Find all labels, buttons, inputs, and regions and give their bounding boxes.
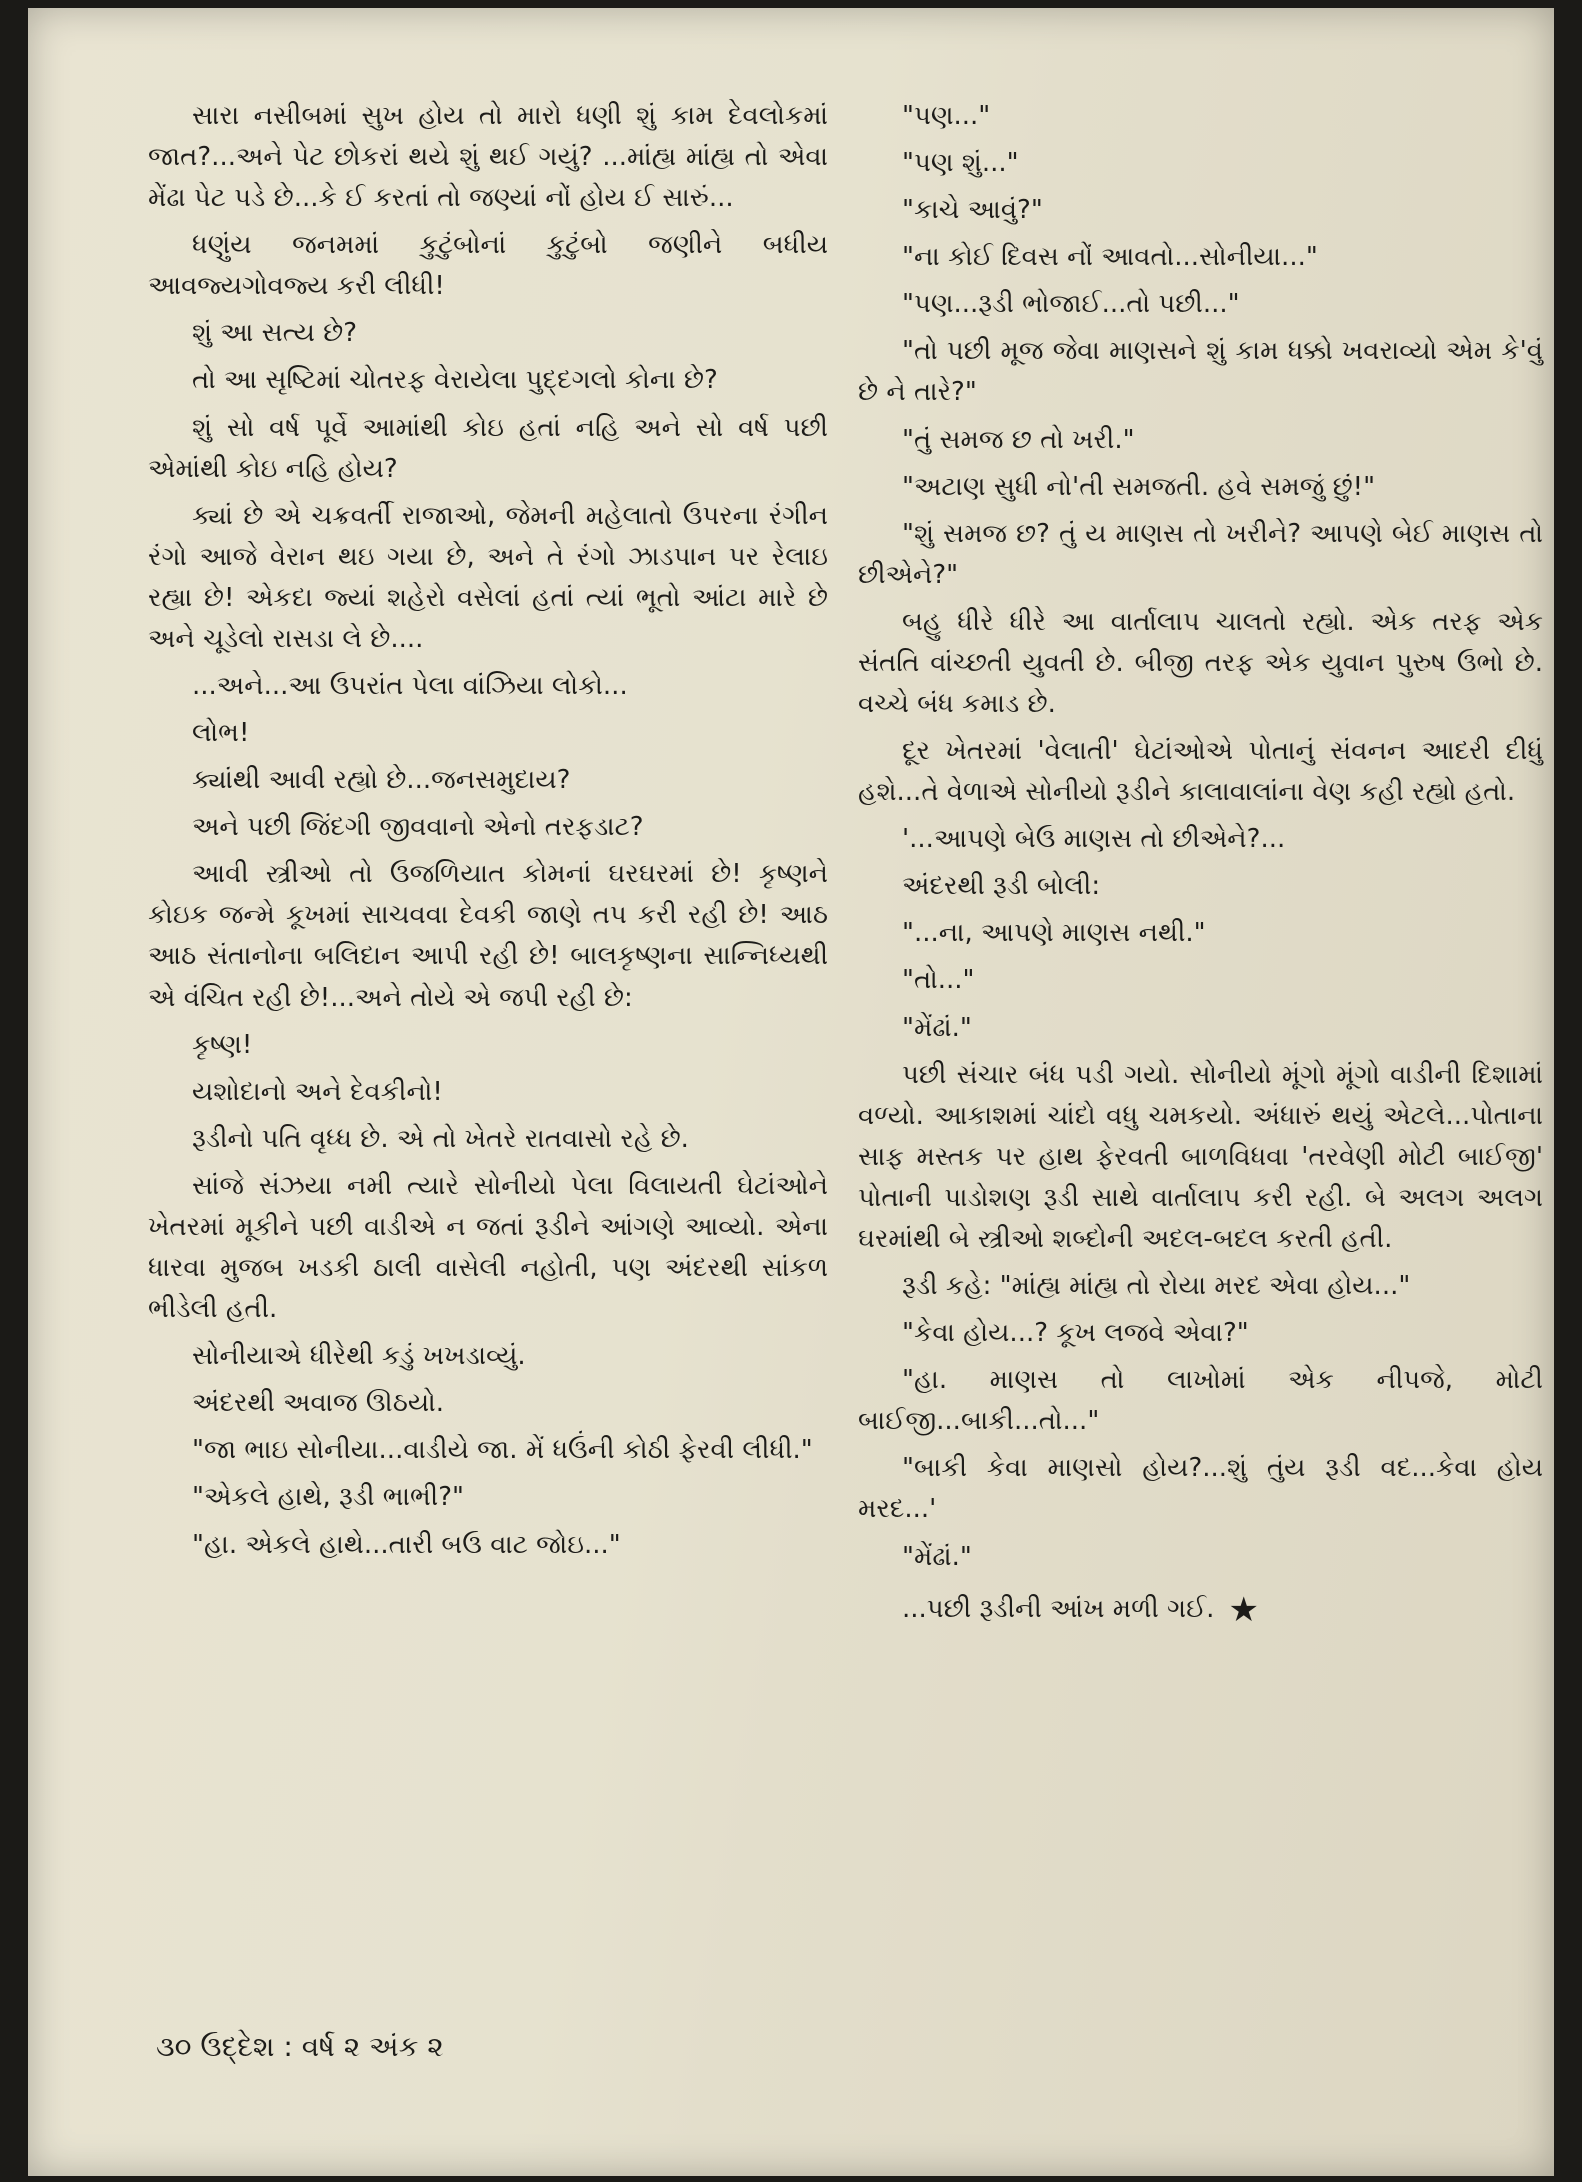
- paragraph: શું આ સત્ય છે?: [192, 318, 358, 349]
- paragraph: "એકલે હાથે, રૂડી ભાભી?": [192, 1482, 464, 1513]
- paragraph: "શું સમજ છ? તું ય માણસ તો ખરીને? આપણે બેઈ માણસ તો છીએને?": [858, 518, 1543, 590]
- closing-line: [858, 1584, 1543, 1638]
- paragraph: અંદરથી અવાજ ઊઠયો.: [192, 1388, 444, 1419]
- paragraph: ક્યાં છે એ ચક્રવર્તી રાજાઓ, જેમની મહેલાતો ઉપરના રંગીન રંગો આજે વેરાન થઇ ગયા છે, અને તે રંગો ઝાડપાન પર રેલાઇ રહ્યા છે! એકદા જ્યાં શહેરો વસેલાં હતાં ત્યાં ભૂતો આંટા મારે છે અને ચૂડેલો રાસડા લે છે....: [148, 500, 828, 654]
- right-column: [858, 96, 1543, 1643]
- paragraph: "પણ શું...": [902, 148, 1019, 179]
- paragraph: "કાચે આવું?": [902, 195, 1043, 226]
- paragraph: "જા ભાઇ સોનીયા...વાડીયે જા. મેં ધઉંની કોઠી ફેરવી લીધી.": [192, 1435, 813, 1466]
- paragraph: "પણ...રૂડી ભોજાઈ...તો પછી...": [902, 289, 1240, 320]
- paragraph: સોનીયાએ ધીરેથી કડું ખખડાવ્યું.: [192, 1341, 526, 1372]
- paragraph: રૂડી કહે: "માંહ્ય માંહ્ય તો રોયા મરદ એવા હોય...": [902, 1271, 1411, 1302]
- paragraph: યશોદાનો અને દેવકીનો!: [192, 1076, 443, 1107]
- paragraph: અંદરથી રૂડી બોલી:: [902, 871, 1101, 902]
- paragraph: '...આપણે બેઉ માણસ તો છીએને?...: [902, 824, 1286, 855]
- paragraph: સારા નસીબમાં સુખ હોય તો મારો ધણી શું કામ દેવલોકમાં જાત?...અને પેટ છોકરાં થયે શું થઈ ગયું? ...માંહ્ય માંહ્ય તો એવા મેંઢા પેટ પડે છે...કે ઈ કરતાં તો જણ્યાં નોં હોય ઈ સારું...: [148, 101, 828, 214]
- paragraph: સાંજે સંઝયા નમી ત્યારે સોનીયો પેલા વિલાયતી ઘેટાંઓને ખેતરમાં મૂકીને પછી વાડીએ ન જતાં રૂડીને આંગણે આવ્યો. એના ધારવા મુજબ ખડકી ઠાલી વાસેલી નહોતી, પણ અંદરથી સાંકળ ભીડેલી હતી.: [148, 1170, 828, 1325]
- paragraph: "મેંઢાં.": [902, 1012, 972, 1043]
- paragraph: "પણ...": [902, 101, 991, 131]
- left-column: [148, 96, 828, 1572]
- closing-text: ...પછી રૂડીની આંખ મળી ગઈ.: [902, 1593, 1215, 1624]
- paragraph: દૂર ખેતરમાં 'વેલાતી' ઘેટાંઓએ પોતાનું સંવનન આદરી દીધું હશે...તે વેળાએ સોનીયો રૂડીને કાલાવાલાંના વેણ કહી રહ્યો હતો.: [858, 736, 1543, 808]
- paragraph: રૂડીનો પતિ વૃધ્ધ છે. એ તો ખેતરે રાતવાસો રહે છે.: [192, 1123, 689, 1154]
- paragraph: "મેંઢાં.": [902, 1541, 972, 1572]
- paragraph: ક્યાંથી આવી રહ્યો છે...જનસમુદાય?: [192, 765, 571, 796]
- paragraph: લોભ!: [192, 718, 250, 749]
- paragraph: "તો...": [902, 965, 975, 996]
- paragraph: આવી સ્ત્રીઓ તો ઉજળિયાત કોમનાં ઘરઘરમાં છે! કૃષ્ણને કોઇક જન્મે કૂખમાં સાચવવા દેવકી જાણે તપ કરી રહી છે! આઠ આઠ સંતાનોના બલિદાન આપી રહી છે! બાલકૃષ્ણના સાન્નિધ્યથી એ વંચિત રહી છે!...અને તોયે એ જપી રહી છે:: [148, 859, 828, 1013]
- star-icon: ★: [1228, 1589, 1259, 1630]
- paragraph: "...ના, આપણે માણસ નથી.": [902, 918, 1206, 949]
- paragraph: બહુ ધીરે ધીરે આ વાર્તાલાપ ચાલતો રહ્યો. એક તરફ એક સંતતિ વાંચ્છતી યુવતી છે. બીજી તરફ એક યુવાન પુરુષ ઉભો છે. વચ્ચે બંધ કમાડ છે.: [858, 606, 1543, 720]
- paragraph: "બાકી કેવા માણસો હોય?...શું તુંય રૂડી વદ...કેવા હોય મરદ...': [858, 1453, 1543, 1525]
- paragraph: ધણુંય જનમમાં કુટુંબોનાં કુટુંબો જણીને બધીય આવજ્યગોવજ્ય કરી લીધી!: [148, 230, 828, 302]
- paragraph: "હા. એકલે હાથે...તારી બઉ વાટ જોઇ...": [192, 1529, 621, 1560]
- paragraph: તો આ સૃષ્ટિમાં ચોતરફ વેરાયેલા પુદ્દગલો કોના છે?: [192, 365, 718, 396]
- paragraph: ...અને...આ ઉપરાંત પેલા વાંઝિયા લોકો...: [192, 671, 628, 702]
- paragraph: પછી સંચાર બંધ પડી ગયો. સોનીયો મૂંગો મૂંગો વાડીની દિશામાં વળ્યો. આકાશમાં ચાંદો વધુ ચમકયો. અંધારું થયું એટલે...પોતાના સાફ મસ્તક પર હાથ ફેરવતી બાળવિધવા 'તરવેણી મોટી બાઈજી' પોતાની પાડોશણ રૂડી સાથે વાર્તાલાપ કરી રહી. બે અલગ અલગ ઘરમાંથી બે સ્ત્રીઓ શબ્દોની અદલ-બદલ કરતી હતી.: [858, 1059, 1543, 1254]
- magazine-page: [28, 8, 1554, 2176]
- paragraph: કૃષ્ણ!: [192, 1029, 253, 1060]
- paragraph: "ના કોઈ દિવસ નોં આવતો...સોનીયા...": [902, 242, 1318, 273]
- paragraph: "તો પછી મૂજ જેવા માણસને શું કામ ધક્કો ખવરાવ્યો એમ કે'વું છે ને તારે?": [858, 336, 1543, 408]
- paragraph: "તું સમજ છ તો ખરી.": [902, 424, 1135, 455]
- paragraph: શું સો વર્ષ પૂર્વે આમાંથી કોઇ હતાં નહિ અને સો વર્ષ પછી એમાંથી કોઇ નહિ હોય?: [148, 412, 828, 484]
- page-footer: ૩૦ ઉદ્દેશ : વર્ષ ૨ અંક ૨: [156, 2030, 444, 2063]
- paragraph: "કેવા હોય...? કૂખ લજવે એવા?": [902, 1318, 1249, 1349]
- paragraph: અને પછી જિંદગી જીવવાનો એનો તરફડાટ?: [192, 812, 644, 843]
- paragraph: "હા. માણસ તો લાખોમાં એક નીપજે, મોટી બાઈજી...બાકી...તો...": [858, 1365, 1543, 1437]
- paragraph: "અટાણ સુધી નો'તી સમજતી. હવે સમજું છું!": [902, 471, 1376, 502]
